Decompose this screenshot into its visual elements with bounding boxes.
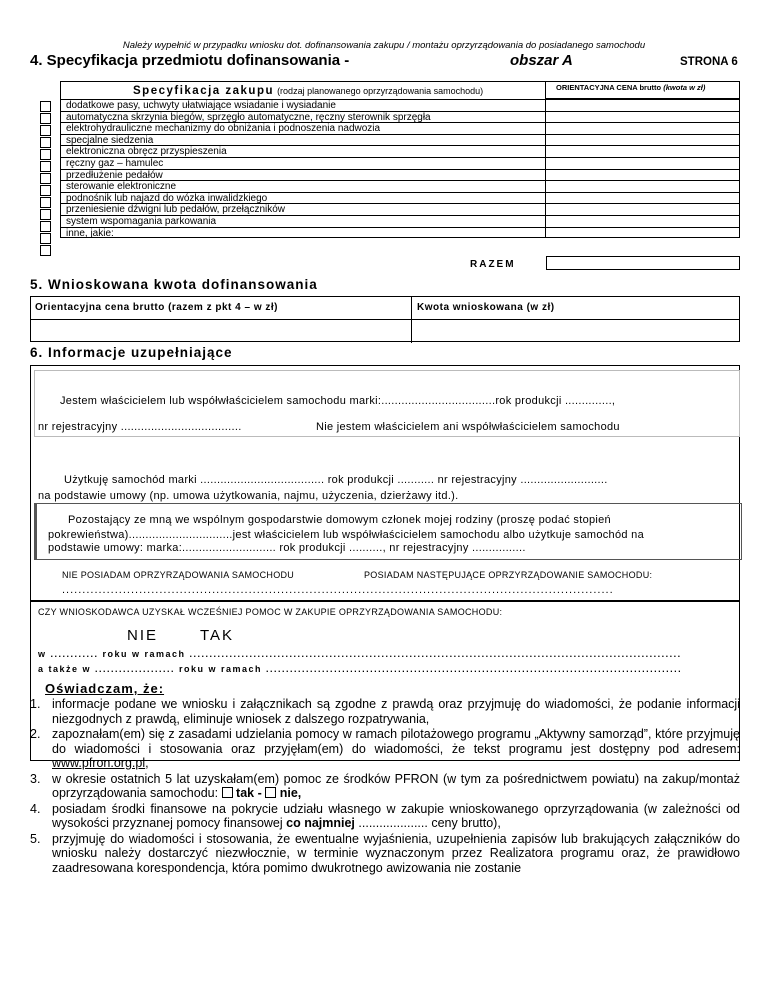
has-equipment-option[interactable]: POSIADAM NASTĘPUJĄCE OPRZYRZĄDOWANIE SAMOCHODU:: [364, 570, 653, 580]
pfron-link[interactable]: www.pfron.org.pl: [52, 756, 146, 770]
spec-price-cell[interactable]: [546, 180, 740, 192]
spec-item-label: przedłużenie pedałów: [60, 169, 546, 181]
spec-item-label: przeniesienie dźwigni lub pedałów, przełączników: [60, 203, 546, 215]
form-note: Należy wypełnić w przypadku wniosku dot. dofinansowania zakupu / montażu oprzyrządowania do posiadanego samochodu: [122, 40, 646, 51]
spec-row: [60, 157, 740, 169]
declaration-item: [30, 832, 740, 876]
spec-item-label: podnośnik lub najazd do wózka inwalidzkiego: [60, 192, 546, 204]
item-text-part: w okresie ostatnich 5 lat uzyskałam(em) pomoc ze środków PFRON (w tym za pośrednictwem powiatu) na zakup/montaż oprzyrządowania samochodu:: [52, 771, 740, 800]
prior-help-question: CZY WNIOSKODAWCA UZYSKAŁ WCZEŚNIEJ POMOC W ZAKUPIE OPRZYRZĄDOWANIA SAMOCHODU:: [38, 607, 503, 617]
item-text-part: zapoznałam(em) się z zasadami udzielania pomocy w ramach pilotażowego programu „Aktywny samorząd”, które przyjmuję do wiadomości i stosowania oraz przyjęłam(em) do wiadomości, że tekst programu jest dostępny pod adresem:: [52, 727, 740, 756]
item-text: [52, 802, 740, 831]
spec-price-cell[interactable]: [546, 227, 740, 239]
page-number: STRONA 6: [680, 56, 738, 68]
prior-help-yes[interactable]: TAK: [200, 627, 235, 644]
spec-checkbox[interactable]: [40, 161, 51, 172]
price-header-unit: (kwota w zł): [663, 83, 706, 92]
spec-price-cell[interactable]: [546, 122, 740, 134]
user-car-line: Użytkuję samochód marki ..................................... rok produkcji ........... nr rejestracyjny ..........................: [64, 474, 608, 486]
spec-price-cell[interactable]: [546, 169, 740, 181]
spec-item-label: dodatkowe pasy, uchwyty ułatwiające wsiadanie i wysiadanie: [60, 99, 546, 111]
requested-amount-header: Kwota wnioskowana (w zł): [417, 302, 555, 313]
section5-title: 5. Wnioskowana kwota dofinansowania: [30, 277, 318, 292]
spec-row: [60, 227, 740, 239]
declaration-item: [30, 772, 740, 801]
spec-item-label: ręczny gaz – hamulec: [60, 157, 546, 169]
spec-price-cell[interactable]: [546, 111, 740, 123]
spec-row: [60, 180, 740, 192]
declaration-item: [30, 802, 740, 831]
equipment-field[interactable]: ........................................................................................................................................: [62, 584, 614, 596]
total-field[interactable]: [546, 256, 740, 270]
requested-amount-field[interactable]: [412, 320, 738, 342]
spec-row: [60, 192, 740, 204]
spec-item-label: elektroniczna obręcz przyspieszenia: [60, 145, 546, 157]
spec-item-label: inne, jakie:: [60, 227, 546, 239]
spec-row: [60, 169, 740, 181]
spec-checkbox[interactable]: [40, 221, 51, 232]
spec-checkbox[interactable]: [40, 233, 51, 244]
prior-help-year-line1: w ............ roku w ramach ...........................................................................................................................: [38, 649, 682, 659]
spec-checkbox[interactable]: [40, 137, 51, 148]
owner-line: Jestem właścicielem lub współwłaścicielem samochodu marki:..................................rok produkcji ..............,: [60, 395, 616, 407]
prior-help-no[interactable]: NIE: [127, 627, 159, 644]
spec-row: [60, 215, 740, 227]
section4-title: 4. Specyfikacja przedmiotu dofinansowania -: [30, 52, 350, 69]
item-number: 4.: [30, 801, 41, 816]
total-label: RAZEM: [470, 259, 516, 270]
item-text-part: posiadam środki finansowe na pokrycie udziału własnego w zakupie wnioskowanego oprzyrządowania (w zależności od wysokości przyznanej pomocy finansowej: [52, 801, 740, 830]
family-member-line2: pokrewieństwa)...............................jest właścicielem lub współwłaścicielem samochodu albo użytkuje samochód na: [48, 529, 645, 541]
spec-price-cell[interactable]: [546, 145, 740, 157]
spec-row: [60, 122, 740, 134]
item-text-bold: co najmniej: [286, 816, 355, 830]
no-equipment-option[interactable]: NIE POSIADAM OPRZYRZĄDOWANIA SAMOCHODU: [62, 570, 295, 580]
spec-item-label: elektrohydrauliczne mechanizmy do obniżania i podnoszenia nadwozia: [60, 122, 546, 134]
spec-checkbox[interactable]: [40, 173, 51, 184]
not-owner-option[interactable]: Nie jestem właścicielem ani współwłaścicielem samochodu: [316, 421, 620, 433]
spec-checkbox[interactable]: [40, 245, 51, 256]
item-text: przyjmuję do wiadomości i stosowania, że ewentualne wyjaśnienia, uzupełnienia zapisów lub brakujących załączników do wniosku należy dostarczyć niezwłocznie, w terminie wyznaczonym przez Realizatora programu oraz, że prawidłowo zaadresowana korespondencja, która pomimo dwukrotnego awizowania nie zostanie: [52, 831, 740, 875]
declaration-item: [30, 727, 740, 771]
nie-checkbox[interactable]: [265, 787, 276, 798]
spec-row: [60, 99, 740, 111]
item-text: [52, 772, 740, 801]
item-text: [52, 727, 740, 771]
spec-header: [60, 81, 546, 99]
prior-help-year-line2: a także w .................... roku w ramach ........................................................................................................: [38, 664, 683, 674]
declaration-list: [30, 697, 740, 876]
item-number: 3.: [30, 771, 41, 786]
item-number: 5.: [30, 831, 41, 846]
spec-item-label: system wspomagania parkowania: [60, 215, 546, 227]
item-text-part: ,: [145, 756, 149, 770]
spec-item-label: specjalne siedzenia: [60, 134, 546, 146]
spec-checkbox[interactable]: [40, 185, 51, 196]
spec-title: Specyfikacja zakupu: [133, 85, 274, 97]
spec-price-cell[interactable]: [546, 99, 740, 111]
amount-table: [30, 296, 740, 342]
obszar-label: obszar A: [510, 52, 573, 69]
spec-checkbox[interactable]: [40, 125, 51, 136]
item-number: 1.: [30, 697, 41, 711]
tak-label: tak: [236, 786, 255, 800]
spec-checkbox[interactable]: [40, 209, 51, 220]
spec-subtitle: (rodzaj planowanego oprzyrządowania samochodu): [277, 86, 484, 96]
gross-price-header: Orientacyjna cena brutto (razem z pkt 4 – w zł): [35, 302, 279, 313]
item-number: 2.: [30, 727, 41, 741]
family-member-line1: Pozostający ze mną we wspólnym gospodarstwie domowym członek mojej rodziny (proszę podać stopień: [68, 514, 611, 526]
tak-checkbox[interactable]: [222, 787, 233, 798]
spec-row: [60, 111, 740, 123]
spec-item-label: sterowanie elektroniczne: [60, 180, 546, 192]
spec-item-label: automatyczna skrzynia biegów, sprzęgło automatyczne, ręczny sterownik sprzęgła: [60, 111, 546, 123]
declaration-item: [30, 697, 740, 726]
spec-table: [60, 99, 740, 238]
declaration-title: Oświadczam, że:: [45, 681, 165, 696]
spec-checkbox[interactable]: [40, 101, 51, 112]
section6-title: 6. Informacje uzupełniające: [30, 345, 233, 360]
option-separator: -: [257, 786, 262, 800]
nie-label: nie,: [279, 786, 302, 800]
spec-price-cell[interactable]: [546, 203, 740, 215]
item-text-part: .................... ceny brutto),: [354, 816, 501, 830]
item-text: informacje podane we wniosku i załącznikach są zgodne z prawdą oraz przyjmuję do wiadomości, że podanie informacji niezgodnych z prawdą, eliminuje wniosek z dalszego rozpatrywania,: [52, 697, 740, 726]
gross-price-field[interactable]: [31, 320, 410, 342]
spec-price-cell[interactable]: [546, 157, 740, 169]
spec-price-cell[interactable]: [546, 192, 740, 204]
spec-checkbox[interactable]: [40, 149, 51, 160]
price-header: [546, 81, 740, 99]
family-member-line3: podstawie umowy: marka:............................ rok produkcji .........., nr rejestracyjny ................: [48, 542, 526, 554]
spec-row: [60, 145, 740, 157]
spec-checkbox[interactable]: [40, 113, 51, 124]
spec-price-cell[interactable]: [546, 134, 740, 146]
registration-line: nr rejestracyjny ....................................: [38, 421, 242, 433]
price-header-label: ORIENTACYJNA CENA brutto: [556, 83, 662, 92]
spec-price-cell[interactable]: [546, 215, 740, 227]
user-contract-line: na podstawie umowy (np. umowa użytkowania, najmu, użyczenia, dzierżawy itd.).: [38, 490, 459, 502]
spec-row: [60, 134, 740, 146]
spec-row: [60, 203, 740, 215]
spec-checkbox[interactable]: [40, 197, 51, 208]
